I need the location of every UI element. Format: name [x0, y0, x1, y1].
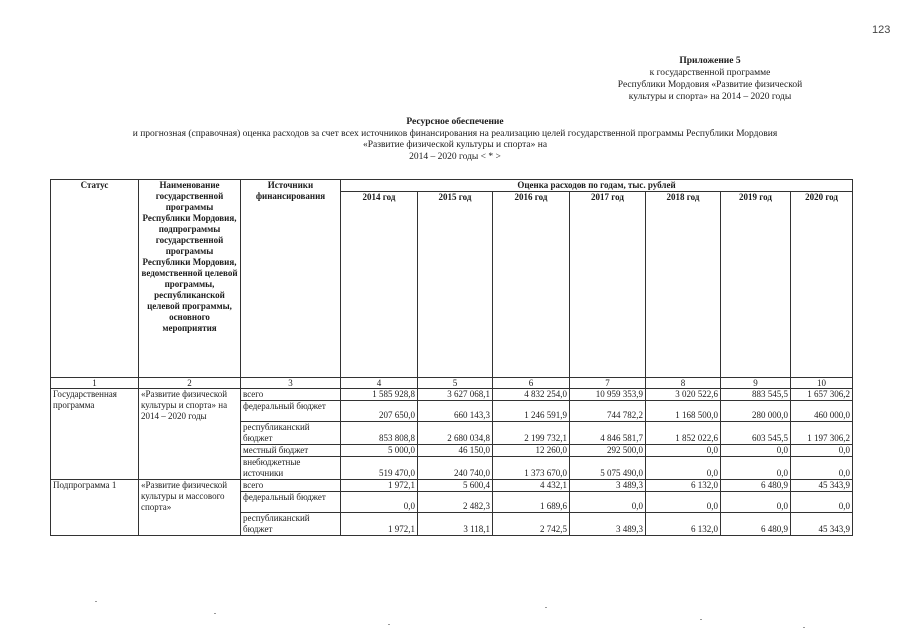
header-year: 2019 год	[721, 192, 791, 378]
header-year: 2017 год	[570, 192, 646, 378]
amount-cell: 3 489,3	[570, 480, 646, 492]
amount-cell: 0,0	[646, 492, 721, 513]
column-number: 9	[721, 378, 791, 389]
amount-cell: 744 782,2	[570, 401, 646, 422]
amount-cell: 2 742,5	[493, 513, 570, 536]
amount-cell: 1 657 306,2	[791, 389, 853, 401]
funding-source: местный бюджет	[241, 445, 341, 457]
header-estimate: Оценка расходов по годам, тыс. рублей	[341, 180, 853, 192]
amount-cell: 2 680 034,8	[418, 422, 493, 445]
amount-cell: 4 832 254,0	[493, 389, 570, 401]
amount-cell: 6 132,0	[646, 480, 721, 492]
amount-cell: 2 482,3	[418, 492, 493, 513]
amount-cell: 5 000,0	[341, 445, 418, 457]
amount-cell: 1 972,1	[341, 480, 418, 492]
amount-cell: 0,0	[570, 492, 646, 513]
amount-cell: 0,0	[791, 492, 853, 513]
amount-cell: 207 650,0	[341, 401, 418, 422]
amount-cell: 5 600,4	[418, 480, 493, 492]
amount-cell: 853 808,8	[341, 422, 418, 445]
header-year: 2020 год	[791, 192, 853, 378]
amount-cell: 4 846 581,7	[570, 422, 646, 445]
amount-cell: 0,0	[791, 457, 853, 480]
column-number: 8	[646, 378, 721, 389]
header-status: Статус	[51, 180, 139, 378]
funding-source: республиканский бюджет	[241, 422, 341, 445]
header-year: 2018 год	[646, 192, 721, 378]
amount-cell: 0,0	[341, 492, 418, 513]
amount-cell: 6 480,9	[721, 513, 791, 536]
heading-line: 2014 – 2020 годы < * >	[409, 151, 501, 162]
amount-cell: 1 373 670,0	[493, 457, 570, 480]
column-number: 2	[139, 378, 241, 389]
amount-cell: 0,0	[791, 445, 853, 457]
column-number: 4	[341, 378, 418, 389]
amount-cell: 519 470,0	[341, 457, 418, 480]
amount-cell: 3 020 522,6	[646, 389, 721, 401]
amount-cell: 460 000,0	[791, 401, 853, 422]
resource-table	[50, 179, 853, 536]
amount-cell: 1 585 928,8	[341, 389, 418, 401]
amount-cell: 1 972,1	[341, 513, 418, 536]
column-number: 5	[418, 378, 493, 389]
header-year: 2016 год	[493, 192, 570, 378]
scan-speck	[545, 607, 547, 608]
amount-cell: 1 168 500,0	[646, 401, 721, 422]
amount-cell: 5 075 490,0	[570, 457, 646, 480]
amount-cell: 3 627 068,1	[418, 389, 493, 401]
scan-speck	[803, 627, 805, 628]
header-name: Наименование государственной программы Республики Мордовия, подпрограммы государственной программы Республики Мордовия, ведомственной целевой программы, республиканской целевой программы, основного мероприятия	[139, 180, 241, 378]
column-number: 10	[791, 378, 853, 389]
appendix-line: культуры и спорта» на 2014 – 2020 годы	[628, 92, 792, 102]
amount-cell: 280 000,0	[721, 401, 791, 422]
amount-cell: 292 500,0	[570, 445, 646, 457]
table-row	[51, 480, 853, 492]
amount-cell: 660 143,3	[418, 401, 493, 422]
heading-title: Ресурсное обеспечение	[406, 117, 504, 127]
appendix-title: Приложение 5	[679, 56, 741, 66]
funding-source: федеральный бюджет	[241, 492, 341, 513]
column-number: 6	[493, 378, 570, 389]
amount-cell: 4 432,1	[493, 480, 570, 492]
amount-cell: 1 246 591,9	[493, 401, 570, 422]
program-name: «Развитие физической культуры и массового спорта»	[139, 480, 241, 536]
appendix-line: к государственной программе	[649, 68, 771, 78]
table-row	[51, 389, 853, 401]
document-heading	[40, 117, 870, 163]
amount-cell: 12 260,0	[493, 445, 570, 457]
funding-source: внебюджетные источники	[241, 457, 341, 480]
heading-line: и прогнозная (справочная) оценка расходов за счет всех источников финансирования на реализацию целей государственной программы Республики Мордовия	[132, 128, 778, 139]
amount-cell: 0,0	[721, 445, 791, 457]
amount-cell: 1 197 306,2	[791, 422, 853, 445]
amount-cell: 6 132,0	[646, 513, 721, 536]
column-number: 3	[241, 378, 341, 389]
program-status: Государственная программа	[51, 389, 139, 480]
column-number: 1	[51, 378, 139, 389]
amount-cell: 45 343,9	[791, 513, 853, 536]
header-source: Источники финансирования	[241, 180, 341, 378]
header-year: 2015 год	[418, 192, 493, 378]
funding-source: республиканский бюджет	[241, 513, 341, 536]
amount-cell: 3 489,3	[570, 513, 646, 536]
amount-cell: 0,0	[721, 492, 791, 513]
heading-line: «Развитие физической культуры и спорта» на	[362, 140, 548, 150]
appendix-block	[560, 55, 860, 103]
funding-source: всего	[241, 389, 341, 401]
header-year: 2014 год	[341, 192, 418, 378]
amount-cell: 2 199 732,1	[493, 422, 570, 445]
column-number: 7	[570, 378, 646, 389]
amount-cell: 1 852 022,6	[646, 422, 721, 445]
program-status: Подпрограмма 1	[51, 480, 139, 536]
amount-cell: 3 118,1	[418, 513, 493, 536]
scan-speck	[214, 613, 216, 614]
funding-source: федеральный бюджет	[241, 401, 341, 422]
funding-source: всего	[241, 480, 341, 492]
amount-cell: 240 740,0	[418, 457, 493, 480]
column-number-row	[51, 378, 853, 389]
program-name: «Развитие физической культуры и спорта» на 2014 – 2020 годы	[139, 389, 241, 480]
amount-cell: 0,0	[646, 445, 721, 457]
amount-cell: 10 959 353,9	[570, 389, 646, 401]
amount-cell: 883 545,5	[721, 389, 791, 401]
amount-cell: 45 343,9	[791, 480, 853, 492]
scan-speck	[700, 619, 702, 620]
amount-cell: 46 150,0	[418, 445, 493, 457]
amount-cell: 603 545,5	[721, 422, 791, 445]
page-number: 123	[872, 24, 891, 36]
amount-cell: 0,0	[721, 457, 791, 480]
amount-cell: 0,0	[646, 457, 721, 480]
scan-speck	[388, 624, 390, 625]
scan-speck	[95, 601, 97, 602]
appendix-line: Республики Мордовия «Развитие физической	[617, 80, 803, 90]
amount-cell: 6 480,9	[721, 480, 791, 492]
amount-cell: 1 689,6	[493, 492, 570, 513]
